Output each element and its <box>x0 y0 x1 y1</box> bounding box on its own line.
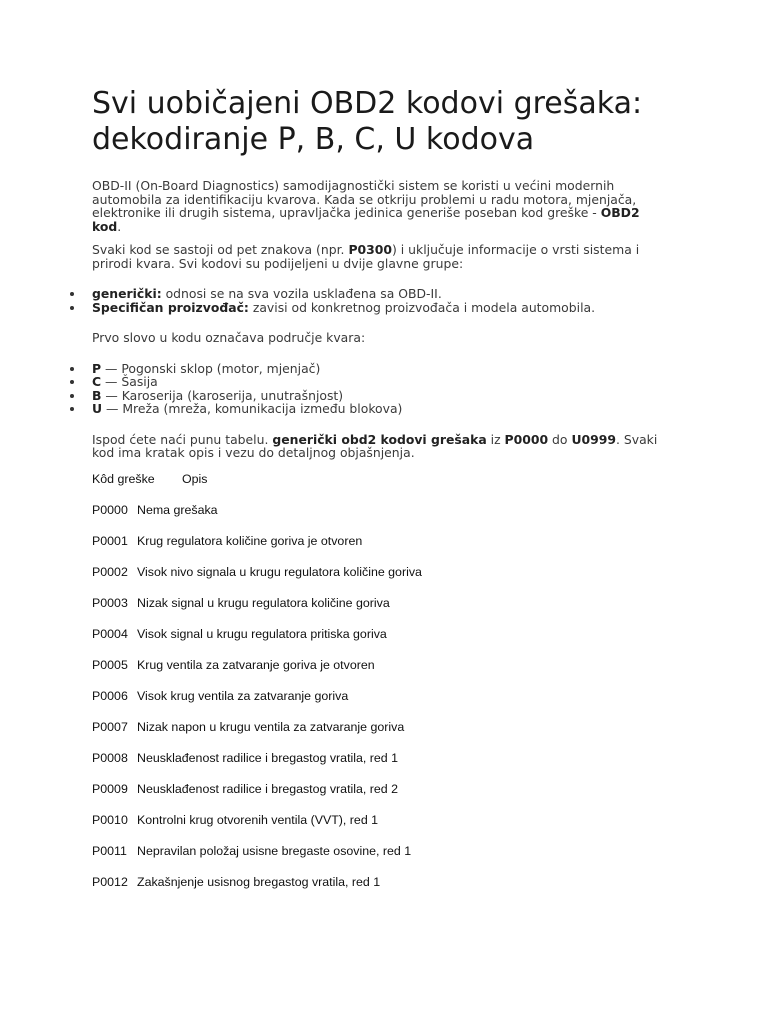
list-item: Specifičan proizvođač: zavisi od konkretnog proizvođača i modela automobila. <box>92 301 672 315</box>
code-cell: P0001 <box>92 533 128 548</box>
table-row <box>92 596 672 627</box>
table-row <box>92 844 672 875</box>
intro-paragraph: OBD-II (On-Board Diagnostics) samodijagnostički sistem se koristi u većini modernih automobila za identifikaciju kvarova. Kada se otkriju problemi u radu motora, mjenjača, elektronike ili drugih sistema, upravljačka jedinica generiše poseban kod greške - OBD2 kod. <box>92 178 640 234</box>
table-row <box>92 627 672 658</box>
table-row <box>92 720 672 751</box>
table-row <box>92 782 672 813</box>
description-cell: Kontrolni krug otvorenih ventila (VVT), red 1 <box>137 812 379 827</box>
document-page <box>92 86 672 906</box>
obd2-kod-term: OBD2 kod <box>92 205 640 234</box>
list-item: C — Šasija <box>92 375 672 389</box>
table-row <box>92 751 672 782</box>
code-cell: P0000 <box>92 502 128 517</box>
error-code-table <box>92 472 672 906</box>
table-header-row <box>92 472 672 503</box>
header-code: Kôd greške <box>92 471 155 486</box>
description-cell: Neusklađenost radilice i bregastog vratila, red 2 <box>137 781 399 796</box>
description-cell: Nizak napon u krugu ventila za zatvaranje goriva <box>137 719 405 734</box>
list-item: generički: odnosi se na sva vozila usklađena sa OBD-II. <box>92 287 672 301</box>
code-cell: P0007 <box>92 719 128 734</box>
letters-list <box>92 362 672 416</box>
list-item: P — Pogonski sklop (motor, mjenjač) <box>92 362 672 376</box>
description-cell: Nepravilan položaj usisne bregaste osovine, red 1 <box>137 843 412 858</box>
code-cell: P0004 <box>92 626 128 641</box>
code-cell: P0006 <box>92 688 128 703</box>
table-row <box>92 875 672 906</box>
list-item: B — Karoserija (karoserija, unutrašnjost) <box>92 389 672 403</box>
table-row <box>92 503 672 534</box>
example-code: P0300 <box>348 242 393 257</box>
table-row <box>92 813 672 844</box>
table-row <box>92 689 672 720</box>
description-cell: Visok krug ventila za zatvaranje goriva <box>137 688 349 703</box>
table-row <box>92 534 672 565</box>
code-cell: P0003 <box>92 595 128 610</box>
code-groups-list <box>92 287 672 314</box>
description-cell: Visok signal u krugu regulatora pritiska goriva <box>137 626 387 641</box>
list-item: U — Mreža (mreža, komunikacija između blokova) <box>92 402 672 416</box>
header-description: Opis <box>182 471 208 486</box>
code-cell: P0011 <box>92 843 127 858</box>
code-cell: P0012 <box>92 874 128 889</box>
description-cell: Neusklađenost radilice i bregastog vratila, red 1 <box>137 750 399 765</box>
description-cell: Nizak signal u krugu regulatora količine goriva <box>137 595 390 610</box>
table-row <box>92 565 672 596</box>
code-cell: P0005 <box>92 657 128 672</box>
table-intro-paragraph: Ispod ćete naći punu tabelu. generički obd2 kodovi grešaka iz P0000 do U0999. Svaki kod ima kratak opis i vezu do detaljnog objašnjenja. <box>92 431 658 460</box>
first-letter-paragraph: Prvo slovo u kodu označava područje kvara: <box>92 330 366 345</box>
code-cell: P0009 <box>92 781 128 796</box>
structure-paragraph: Svaki kod se sastoji od pet znakova (npr. P0300) i uključuje informacije o vrsti sistema i prirodi kvara. Svi kodovi su podijeljeni u dvije glavne grupe: <box>92 242 640 271</box>
description-cell: Visok nivo signala u krugu regulatora količine goriva <box>137 564 422 579</box>
code-cell: P0002 <box>92 564 128 579</box>
table-row <box>92 658 672 689</box>
description-cell: Nema grešaka <box>137 502 218 517</box>
description-cell: Krug regulatora količine goriva je otvoren <box>137 533 363 548</box>
code-cell: P0008 <box>92 750 128 765</box>
page-title: Svi uobičajeni OBD2 kodovi grešaka: dekodiranje P, B, C, U kodova <box>92 86 643 157</box>
description-cell: Zakašnjenje usisnog bregastog vratila, red 1 <box>137 874 381 889</box>
code-cell: P0010 <box>92 812 128 827</box>
description-cell: Krug ventila za zatvaranje goriva je otvoren <box>137 657 375 672</box>
